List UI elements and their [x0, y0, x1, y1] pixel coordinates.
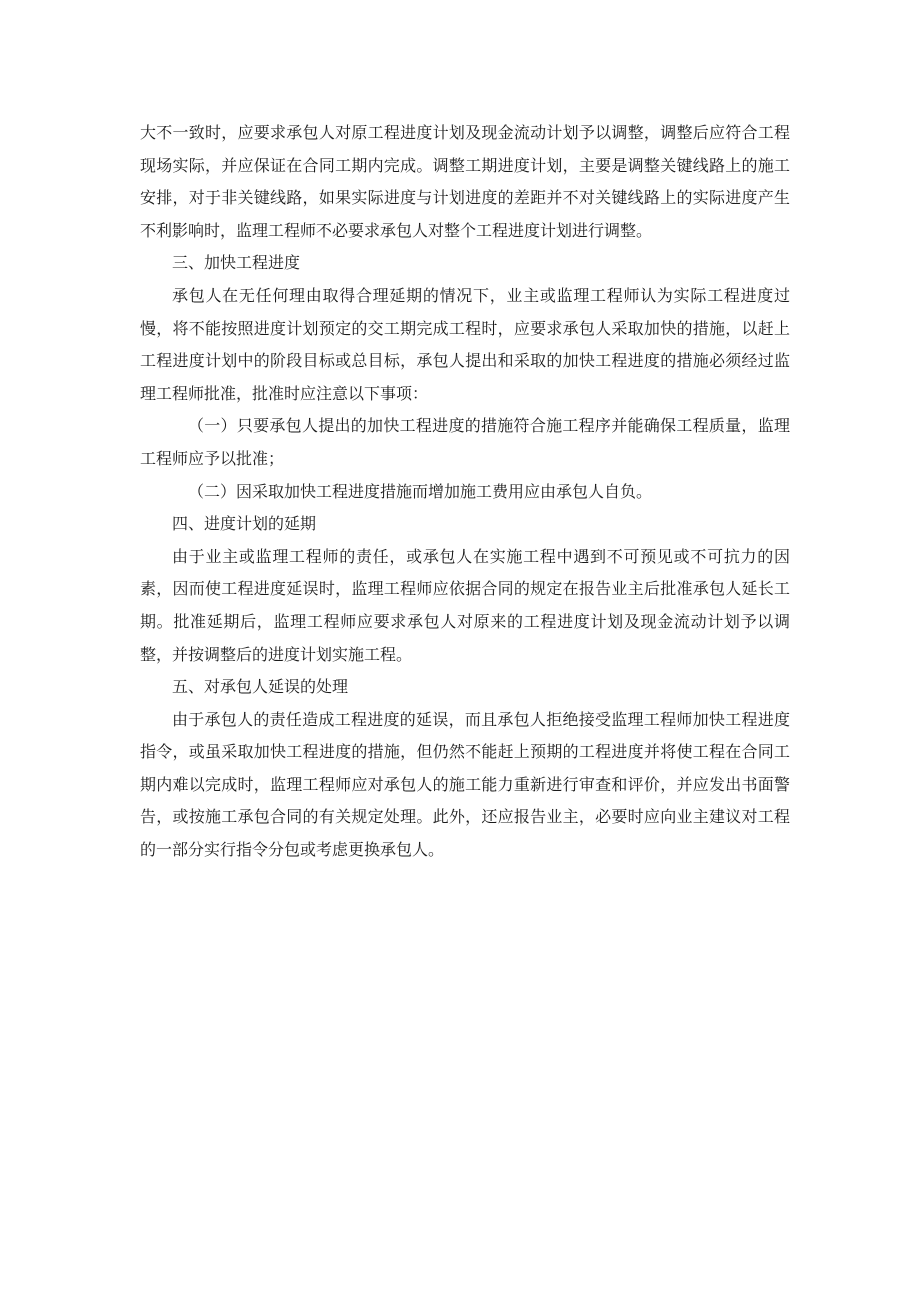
section-heading-4: 四、进度计划的延期	[172, 514, 317, 534]
document-body	[140, 117, 790, 867]
sub-item-1: （一）只要承包人提出的加快工程进度的措施符合施工程序并能确保工程质量，监理工程师应予以批准；	[140, 416, 790, 468]
paragraph-continuation: 大不一致时，应要求承包人对原工程进度计划及现金流动计划予以调整，调整后应符合工程现场实际，并应保证在合同工期内完成。调整工期进度计划，主要是调整关键线路上的施工安排，对于非关键线路，如果实际进度与计划进度的差距并不对关键线路上的实际进度产生不利影响时，监理工程师不必要求承包人对整个工程进度计划进行调整。	[140, 123, 790, 240]
paragraph-extension: 由于业主或监理工程师的责任，或承包人在实施工程中遇到不可预见或不可抗力的因素，因而使工程进度延误时，监理工程师应依据合同的规定在报告业主后批准承包人延长工期。批准延期后，监理工程师应要求承包人对原来的工程进度计划及现金流动计划予以调整，并按调整后的进度计划实施工程。	[140, 546, 790, 664]
paragraph-delay-handling: 由于承包人的责任造成工程进度的延误，而且承包人拒绝接受监理工程师加快工程进度指令，或虽采取加快工程进度的措施，但仍然不能赶上预期的工程进度并将使工程在合同工期内难以完成时，监理工程师应对承包人的施工能力重新进行审查和评价，并应发出书面警告，或按施工承包合同的有关规定处理。此外，还应报告业主，必要时应向业主建议对工程的一部分实行指令分包或考虑更换承包人。	[140, 709, 790, 860]
sub-item-2: （二）因采取加快工程进度措施而增加施工费用应由承包人自负。	[188, 481, 653, 501]
section-heading-3: 三、加快工程进度	[172, 253, 301, 273]
section-heading-5: 五、对承包人延误的处理	[172, 677, 349, 697]
paragraph-accelerate: 承包人在无任何理由取得合理延期的情况下，业主或监理工程师认为实际工程进度过慢，将不能按照进度计划预定的交工期完成工程时，应要求承包人采取加快的措施，以赶上工程进度计划中的阶段目标或总目标，承包人提出和采取的加快工程进度的措施必须经过监理工程师批准，批准时应注意以下事项：	[140, 285, 790, 403]
